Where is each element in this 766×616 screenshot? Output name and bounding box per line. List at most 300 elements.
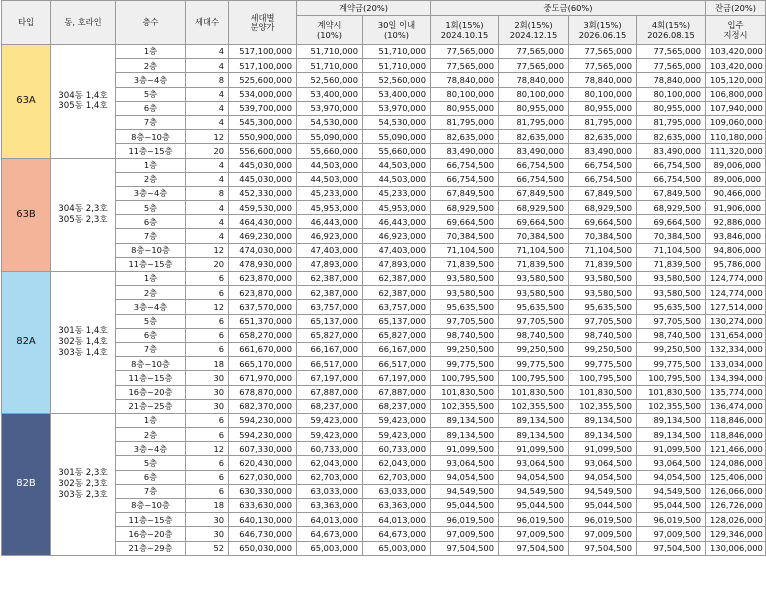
- mid1-cell: 89,134,500: [431, 428, 499, 442]
- mid3-cell: 99,250,500: [569, 342, 637, 356]
- price-cell: 682,370,000: [229, 399, 297, 413]
- balance-cell: 91,906,000: [706, 201, 766, 215]
- header-floor: 층수: [116, 1, 186, 45]
- units-cell: 12: [186, 442, 229, 456]
- units-cell: 12: [186, 243, 229, 257]
- balance-cell: 118,846,000: [706, 413, 766, 427]
- dong-cell: [51, 272, 116, 414]
- price-cell: 556,600,000: [229, 144, 297, 158]
- table-row: [2, 87, 766, 101]
- deposit1-cell: 59,423,000: [297, 413, 363, 427]
- mid4-cell: 100,795,500: [637, 371, 706, 385]
- table-row: [2, 470, 766, 484]
- mid1-cell: 67,849,500: [431, 186, 499, 200]
- header-balance: [706, 16, 766, 45]
- units-cell: 6: [186, 413, 229, 427]
- price-cell: 658,270,000: [229, 328, 297, 342]
- deposit2-cell: 51,710,000: [363, 45, 431, 59]
- mid4-cell: 97,009,500: [637, 527, 706, 541]
- floor-cell: 11층~15층: [116, 513, 186, 527]
- deposit2-cell: 45,953,000: [363, 201, 431, 215]
- mid1-cell: 68,929,500: [431, 201, 499, 215]
- deposit2-cell: 65,827,000: [363, 328, 431, 342]
- mid2-cell: 95,635,500: [499, 300, 569, 314]
- table-row: [2, 115, 766, 129]
- floor-cell: 2층: [116, 59, 186, 73]
- deposit2-cell: 62,387,000: [363, 272, 431, 286]
- deposit1-cell: 63,363,000: [297, 499, 363, 513]
- units-cell: 6: [186, 456, 229, 470]
- floor-cell: 7층: [116, 229, 186, 243]
- price-table: [1, 0, 766, 556]
- floor-cell: 5층: [116, 87, 186, 101]
- units-cell: 8: [186, 73, 229, 87]
- balance-cell: 106,800,000: [706, 87, 766, 101]
- balance-cell: 127,514,000: [706, 300, 766, 314]
- units-cell: 18: [186, 357, 229, 371]
- header-type: 타입: [2, 1, 51, 45]
- table-row: [2, 257, 766, 271]
- mid3-cell: 70,384,500: [569, 229, 637, 243]
- mid3-cell: 77,565,000: [569, 59, 637, 73]
- deposit1-cell: 65,137,000: [297, 314, 363, 328]
- deposit1-cell: 55,660,000: [297, 144, 363, 158]
- floor-cell: 8층~10층: [116, 130, 186, 144]
- mid1-cell: 99,250,500: [431, 342, 499, 356]
- deposit2-cell: 55,090,000: [363, 130, 431, 144]
- mid2-cell: 66,754,500: [499, 158, 569, 172]
- balance-cell: 103,420,000: [706, 45, 766, 59]
- balance-cell: 126,726,000: [706, 499, 766, 513]
- deposit2-cell: 62,043,000: [363, 456, 431, 470]
- table-row: [2, 456, 766, 470]
- mid2-cell: 77,565,000: [499, 45, 569, 59]
- mid2-cell: 89,134,500: [499, 428, 569, 442]
- header-balance-group: 잔금(20%): [706, 1, 766, 16]
- units-cell: 6: [186, 314, 229, 328]
- floor-cell: 16층~20층: [116, 527, 186, 541]
- mid4-cell: 71,839,500: [637, 257, 706, 271]
- mid4-cell: 97,705,500: [637, 314, 706, 328]
- price-cell: 445,030,000: [229, 158, 297, 172]
- balance-cell: 129,346,000: [706, 527, 766, 541]
- mid1-cell: 77,565,000: [431, 45, 499, 59]
- mid3-cell: 77,565,000: [569, 45, 637, 59]
- units-cell: 30: [186, 371, 229, 385]
- deposit1-cell: 45,233,000: [297, 186, 363, 200]
- mid3-cell: 93,064,500: [569, 456, 637, 470]
- price-cell: 550,900,000: [229, 130, 297, 144]
- deposit2-cell: 59,423,000: [363, 428, 431, 442]
- mid3-cell: 96,019,500: [569, 513, 637, 527]
- deposit1-cell: 63,033,000: [297, 484, 363, 498]
- floor-cell: 2층: [116, 428, 186, 442]
- units-cell: 4: [186, 172, 229, 186]
- dong-line: 302동 2,3호: [58, 478, 108, 489]
- units-cell: 8: [186, 186, 229, 200]
- balance-cell: 94,806,000: [706, 243, 766, 257]
- header-deposit-1: [297, 16, 363, 45]
- price-cell: 678,870,000: [229, 385, 297, 399]
- mid2-cell: 71,104,500: [499, 243, 569, 257]
- price-cell: 607,330,000: [229, 442, 297, 456]
- balance-cell: 126,066,000: [706, 484, 766, 498]
- balance-cell: 89,006,000: [706, 158, 766, 172]
- price-cell: 474,030,000: [229, 243, 297, 257]
- deposit1-cell: 44,503,000: [297, 158, 363, 172]
- table-row: [2, 272, 766, 286]
- mid4-cell: 96,019,500: [637, 513, 706, 527]
- deposit2-cell: 66,167,000: [363, 342, 431, 356]
- table-row: [2, 45, 766, 59]
- units-cell: 6: [186, 484, 229, 498]
- header-mid-4: [637, 16, 706, 45]
- units-cell: 4: [186, 101, 229, 115]
- units-cell: 30: [186, 527, 229, 541]
- floor-cell: 6층: [116, 215, 186, 229]
- floor-cell: 8층~10층: [116, 243, 186, 257]
- dong-line: 303동 2,3호: [58, 489, 108, 500]
- mid4-cell: 101,830,500: [637, 385, 706, 399]
- deposit1-cell: 59,423,000: [297, 428, 363, 442]
- balance-cell: 134,394,000: [706, 371, 766, 385]
- price-cell: 594,230,000: [229, 428, 297, 442]
- balance-cell: 107,940,000: [706, 101, 766, 115]
- mid2-cell: 97,009,500: [499, 527, 569, 541]
- deposit2-cell: 64,013,000: [363, 513, 431, 527]
- table-row: [2, 158, 766, 172]
- mid2-cell: 81,795,000: [499, 115, 569, 129]
- mid2-cell: 83,490,000: [499, 144, 569, 158]
- mid1-cell: 97,504,500: [431, 541, 499, 555]
- balance-cell: 89,006,000: [706, 172, 766, 186]
- units-cell: 4: [186, 115, 229, 129]
- mid1-cell: 77,565,000: [431, 59, 499, 73]
- mid3-cell: 80,955,000: [569, 101, 637, 115]
- mid4-cell: 68,929,500: [637, 201, 706, 215]
- mid4-cell: 98,740,500: [637, 328, 706, 342]
- mid3-cell: 89,134,500: [569, 413, 637, 427]
- mid4-cell: 93,064,500: [637, 456, 706, 470]
- units-cell: 6: [186, 272, 229, 286]
- mid1-cell: 71,839,500: [431, 257, 499, 271]
- table-row: [2, 314, 766, 328]
- mid2-cell: 97,504,500: [499, 541, 569, 555]
- dong-line: 304동 1,4호: [58, 90, 108, 101]
- header-balance-line1: 입주: [727, 19, 744, 30]
- header-price-line1: 세대별: [250, 13, 275, 24]
- units-cell: 30: [186, 399, 229, 413]
- mid4-cell: 77,565,000: [637, 59, 706, 73]
- mid3-cell: 71,104,500: [569, 243, 637, 257]
- header-mid-2-line2: 2024.12.15: [509, 30, 558, 40]
- mid4-cell: 89,134,500: [637, 413, 706, 427]
- deposit1-cell: 67,887,000: [297, 385, 363, 399]
- floor-cell: 6층: [116, 101, 186, 115]
- units-cell: 20: [186, 144, 229, 158]
- table-row: [2, 101, 766, 115]
- mid1-cell: 99,775,500: [431, 357, 499, 371]
- units-cell: 12: [186, 130, 229, 144]
- price-cell: 459,530,000: [229, 201, 297, 215]
- mid4-cell: 93,580,500: [637, 272, 706, 286]
- deposit2-cell: 47,893,000: [363, 257, 431, 271]
- floor-cell: 6층: [116, 328, 186, 342]
- deposit2-cell: 47,403,000: [363, 243, 431, 257]
- header-balance-line2: 지정시: [723, 30, 748, 40]
- floor-cell: 1층: [116, 413, 186, 427]
- price-cell: 627,030,000: [229, 470, 297, 484]
- type-cell: 82B: [2, 413, 51, 555]
- mid2-cell: 80,100,000: [499, 87, 569, 101]
- mid1-cell: 83,490,000: [431, 144, 499, 158]
- mid1-cell: 82,635,000: [431, 130, 499, 144]
- mid2-cell: 93,580,500: [499, 272, 569, 286]
- table-row: [2, 243, 766, 257]
- deposit2-cell: 63,033,000: [363, 484, 431, 498]
- deposit1-cell: 46,923,000: [297, 229, 363, 243]
- deposit2-cell: 46,923,000: [363, 229, 431, 243]
- mid1-cell: 97,705,500: [431, 314, 499, 328]
- deposit2-cell: 51,710,000: [363, 59, 431, 73]
- price-cell: 478,930,000: [229, 257, 297, 271]
- mid3-cell: 93,580,500: [569, 272, 637, 286]
- deposit2-cell: 66,517,000: [363, 357, 431, 371]
- type-cell: 82A: [2, 272, 51, 414]
- floor-cell: 8층~10층: [116, 357, 186, 371]
- table-row: [2, 499, 766, 513]
- table-row: [2, 413, 766, 427]
- type-cell: 63B: [2, 158, 51, 272]
- balance-cell: 135,774,000: [706, 385, 766, 399]
- balance-cell: 92,886,000: [706, 215, 766, 229]
- mid2-cell: 77,565,000: [499, 59, 569, 73]
- mid1-cell: 66,754,500: [431, 172, 499, 186]
- price-cell: 665,170,000: [229, 357, 297, 371]
- deposit2-cell: 65,003,000: [363, 541, 431, 555]
- mid3-cell: 97,009,500: [569, 527, 637, 541]
- mid1-cell: 78,840,000: [431, 73, 499, 87]
- price-cell: 671,970,000: [229, 371, 297, 385]
- deposit2-cell: 55,660,000: [363, 144, 431, 158]
- floor-cell: 5층: [116, 314, 186, 328]
- balance-cell: 103,420,000: [706, 59, 766, 73]
- table-body: [2, 45, 766, 556]
- floor-cell: 7층: [116, 115, 186, 129]
- mid4-cell: 71,104,500: [637, 243, 706, 257]
- price-cell: 661,670,000: [229, 342, 297, 356]
- mid2-cell: 66,754,500: [499, 172, 569, 186]
- table-row: [2, 201, 766, 215]
- deposit1-cell: 65,003,000: [297, 541, 363, 555]
- mid4-cell: 78,840,000: [637, 73, 706, 87]
- deposit2-cell: 62,703,000: [363, 470, 431, 484]
- deposit1-cell: 51,710,000: [297, 45, 363, 59]
- deposit1-cell: 53,400,000: [297, 87, 363, 101]
- floor-cell: 5층: [116, 456, 186, 470]
- table-row: [2, 73, 766, 87]
- table-row: [2, 541, 766, 555]
- mid1-cell: 81,795,000: [431, 115, 499, 129]
- floor-cell: 2층: [116, 286, 186, 300]
- mid2-cell: 70,384,500: [499, 229, 569, 243]
- deposit1-cell: 62,387,000: [297, 286, 363, 300]
- deposit2-cell: 52,560,000: [363, 73, 431, 87]
- balance-cell: 95,786,000: [706, 257, 766, 271]
- balance-cell: 118,846,000: [706, 428, 766, 442]
- units-cell: 6: [186, 470, 229, 484]
- mid3-cell: 94,054,500: [569, 470, 637, 484]
- deposit1-cell: 51,710,000: [297, 59, 363, 73]
- deposit1-cell: 47,403,000: [297, 243, 363, 257]
- table-row: [2, 59, 766, 73]
- dong-line: 304동 2,3호: [58, 204, 108, 215]
- price-cell: 534,000,000: [229, 87, 297, 101]
- mid2-cell: 95,044,500: [499, 499, 569, 513]
- units-cell: 6: [186, 342, 229, 356]
- dong-line: 302동 1,4호: [58, 337, 108, 348]
- price-cell: 445,030,000: [229, 172, 297, 186]
- floor-cell: 11층~15층: [116, 371, 186, 385]
- deposit2-cell: 60,733,000: [363, 442, 431, 456]
- floor-cell: 1층: [116, 45, 186, 59]
- mid3-cell: 69,664,500: [569, 215, 637, 229]
- units-cell: 6: [186, 428, 229, 442]
- mid2-cell: 78,840,000: [499, 73, 569, 87]
- header-deposit-2: [363, 16, 431, 45]
- deposit1-cell: 47,893,000: [297, 257, 363, 271]
- deposit2-cell: 59,423,000: [363, 413, 431, 427]
- balance-cell: 110,180,000: [706, 130, 766, 144]
- floor-cell: 1층: [116, 272, 186, 286]
- mid1-cell: 70,384,500: [431, 229, 499, 243]
- header-mid-4-line1: 4회(15%): [651, 19, 691, 30]
- mid1-cell: 93,064,500: [431, 456, 499, 470]
- type-cell: 63A: [2, 45, 51, 159]
- price-cell: 469,230,000: [229, 229, 297, 243]
- mid1-cell: 91,099,500: [431, 442, 499, 456]
- floor-cell: 21층~25층: [116, 399, 186, 413]
- deposit1-cell: 62,387,000: [297, 272, 363, 286]
- mid2-cell: 96,019,500: [499, 513, 569, 527]
- balance-cell: 133,034,000: [706, 357, 766, 371]
- price-cell: 452,330,000: [229, 186, 297, 200]
- mid3-cell: 93,580,500: [569, 286, 637, 300]
- balance-cell: 111,320,000: [706, 144, 766, 158]
- mid3-cell: 91,099,500: [569, 442, 637, 456]
- units-cell: 52: [186, 541, 229, 555]
- mid3-cell: 95,635,500: [569, 300, 637, 314]
- table-row: [2, 442, 766, 456]
- price-cell: 650,030,000: [229, 541, 297, 555]
- mid2-cell: 99,250,500: [499, 342, 569, 356]
- balance-cell: 90,466,000: [706, 186, 766, 200]
- mid4-cell: 89,134,500: [637, 428, 706, 442]
- price-cell: 464,430,000: [229, 215, 297, 229]
- header-mid-1: [431, 16, 499, 45]
- mid3-cell: 68,929,500: [569, 201, 637, 215]
- table-row: [2, 215, 766, 229]
- mid2-cell: 98,740,500: [499, 328, 569, 342]
- deposit1-cell: 53,970,000: [297, 101, 363, 115]
- mid1-cell: 95,044,500: [431, 499, 499, 513]
- table-row: [2, 286, 766, 300]
- floor-cell: 7층: [116, 484, 186, 498]
- mid4-cell: 99,775,500: [637, 357, 706, 371]
- header-mid-1-line1: 1회(15%): [445, 19, 484, 30]
- deposit2-cell: 44,503,000: [363, 158, 431, 172]
- mid4-cell: 94,549,500: [637, 484, 706, 498]
- deposit1-cell: 64,673,000: [297, 527, 363, 541]
- deposit1-cell: 66,517,000: [297, 357, 363, 371]
- mid3-cell: 97,504,500: [569, 541, 637, 555]
- table-row: [2, 172, 766, 186]
- mid1-cell: 80,955,000: [431, 101, 499, 115]
- floor-cell: 1층: [116, 158, 186, 172]
- mid1-cell: 101,830,500: [431, 385, 499, 399]
- mid4-cell: 82,635,000: [637, 130, 706, 144]
- dong-line: 301동 1,4호: [58, 326, 108, 337]
- deposit2-cell: 68,237,000: [363, 399, 431, 413]
- dong-line: 303동 1,4호: [58, 347, 108, 358]
- mid3-cell: 80,100,000: [569, 87, 637, 101]
- header-mid-1-line2: 2024.10.15: [440, 30, 489, 40]
- mid3-cell: 66,754,500: [569, 172, 637, 186]
- deposit2-cell: 44,503,000: [363, 172, 431, 186]
- table-row: [2, 300, 766, 314]
- floor-cell: 3층~4층: [116, 73, 186, 87]
- header-mid-2-line1: 2회(15%): [514, 19, 553, 30]
- deposit1-cell: 68,237,000: [297, 399, 363, 413]
- floor-cell: 11층~15층: [116, 144, 186, 158]
- deposit1-cell: 63,757,000: [297, 300, 363, 314]
- table-row: [2, 144, 766, 158]
- header-mid-4-line2: 2026.08.15: [647, 30, 695, 40]
- mid1-cell: 69,664,500: [431, 215, 499, 229]
- mid2-cell: 91,099,500: [499, 442, 569, 456]
- price-cell: 637,570,000: [229, 300, 297, 314]
- deposit1-cell: 64,013,000: [297, 513, 363, 527]
- header-deposit-1-line1: 계약시: [317, 19, 342, 30]
- mid1-cell: 98,740,500: [431, 328, 499, 342]
- mid1-cell: 95,635,500: [431, 300, 499, 314]
- deposit2-cell: 64,673,000: [363, 527, 431, 541]
- table-row: [2, 513, 766, 527]
- dong-cell: [51, 413, 116, 555]
- units-cell: 6: [186, 286, 229, 300]
- mid4-cell: 94,054,500: [637, 470, 706, 484]
- dong-line: 305동 1,4호: [58, 101, 108, 112]
- mid3-cell: 99,775,500: [569, 357, 637, 371]
- mid3-cell: 78,840,000: [569, 73, 637, 87]
- floor-cell: 7층: [116, 342, 186, 356]
- units-cell: 4: [186, 215, 229, 229]
- mid4-cell: 80,100,000: [637, 87, 706, 101]
- mid3-cell: 71,839,500: [569, 257, 637, 271]
- dong-cell: [51, 158, 116, 272]
- mid3-cell: 66,754,500: [569, 158, 637, 172]
- floor-cell: 5층: [116, 201, 186, 215]
- price-cell: 517,100,000: [229, 59, 297, 73]
- units-cell: 4: [186, 158, 229, 172]
- deposit1-cell: 60,733,000: [297, 442, 363, 456]
- header-mid-3: [569, 16, 637, 45]
- floor-cell: 16층~20층: [116, 385, 186, 399]
- header-price: [229, 1, 297, 45]
- mid4-cell: 95,635,500: [637, 300, 706, 314]
- mid4-cell: 91,099,500: [637, 442, 706, 456]
- floor-cell: 2층: [116, 172, 186, 186]
